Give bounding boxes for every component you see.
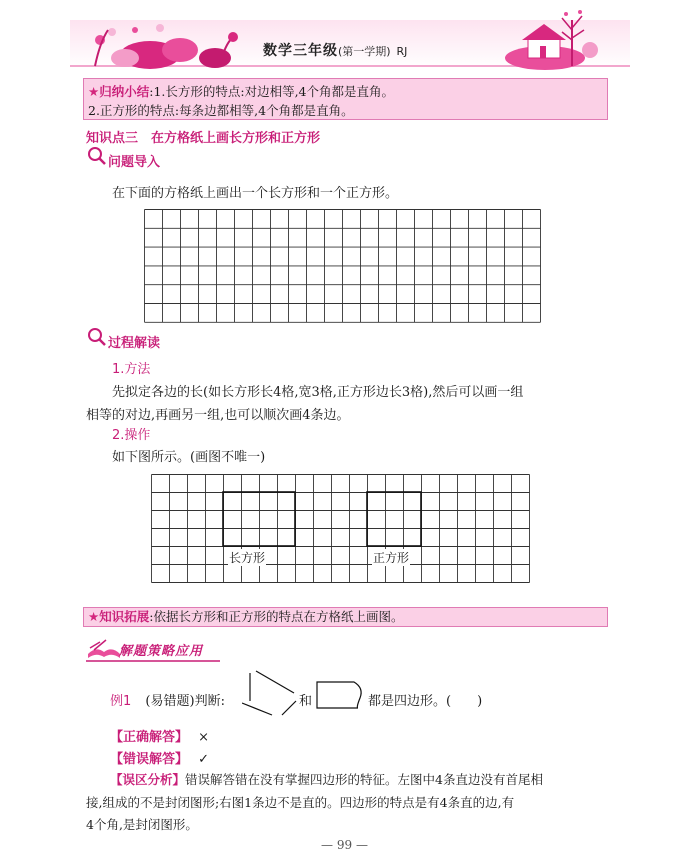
page-header (0, 0, 689, 78)
summary-line-1 (88, 82, 394, 100)
intro-heading: 问题导入 (108, 155, 161, 170)
analysis-label: 【误区分析】 (110, 772, 186, 787)
magnifier-icon (86, 146, 108, 166)
method-text-line-1: 先拟定各边的长(如长方形长4格,宽3格,正方形边长3格),然后可以画一组 (112, 385, 524, 400)
wrong-answer-value: ✓ (198, 752, 210, 767)
extension-box (83, 607, 608, 627)
page-number: — 99 — (321, 838, 368, 852)
wrong-answer-line (110, 748, 209, 767)
summary-box (83, 78, 608, 120)
book-term: (第一学期) (338, 45, 391, 58)
process-heading: 过程解读 (108, 336, 161, 351)
example-and: 和 (299, 694, 313, 709)
drawn-grid-paper (151, 474, 532, 585)
wrong-answer-label: 【错误解答】 (110, 752, 189, 767)
strategy-underline (86, 659, 220, 663)
drawn-rectangle (223, 492, 295, 546)
operation-text: 如下图所示。(画图不唯一) (112, 450, 266, 465)
book-title (263, 40, 407, 60)
extension-label: 知识拓展 (99, 609, 150, 624)
method-text-line-2: 相等的对边,再画另一组,也可以顺次画4条边。 (86, 408, 350, 423)
analysis-text-1: 错误解答错在没有掌握四边形的特征。左图中4条直边没有首尾相 (185, 772, 543, 787)
example-line (110, 690, 225, 709)
curved-shape-figure (314, 678, 368, 712)
correct-answer-line (110, 726, 209, 745)
drawn-square (367, 492, 421, 546)
analysis-line-2: 接,组成的不是封闭图形;右图1条边不是直的。四边形的特点是有4条直的边,有 (86, 795, 515, 810)
extension-text: :依据长方形和正方形的特点在方格纸上画图。 (149, 609, 404, 624)
star-icon: ★ (88, 84, 100, 99)
star-icon: ★ (88, 609, 100, 624)
method-heading: 1.方法 (112, 362, 151, 377)
rectangle-label: 长方形 (229, 551, 266, 565)
example-label: 例1 (110, 694, 132, 709)
header-decoration (0, 0, 689, 78)
book-edition: RJ (396, 45, 408, 58)
analysis-line-1 (110, 770, 543, 788)
summary-text-1: :1.长方形的特点:对边相等,4个角都是直角。 (149, 84, 395, 99)
knowledge-point-title: 知识点三 在方格纸上画长方形和正方形 (86, 131, 321, 146)
open-shape-figure (242, 667, 298, 719)
operation-heading: 2.操作 (112, 428, 151, 443)
example-tail: 都是四边形。( ) (368, 694, 483, 709)
summary-line-2: 2.正方形的特点:每条边都相等,4个角都是直角。 (88, 103, 354, 118)
summary-label: 归纳小结 (99, 84, 150, 99)
empty-grid-paper (144, 209, 541, 324)
strategy-heading: 解题策略应用 (119, 644, 204, 659)
correct-answer-label: 【正确解答】 (110, 730, 189, 745)
square-label: 正方形 (373, 551, 410, 565)
book-title-main: 数学三年级 (263, 43, 338, 59)
example-tag: (易错题)判断: (145, 694, 225, 709)
analysis-line-3: 4个角,是封闭图形。 (86, 817, 198, 832)
correct-answer-value: × (198, 730, 210, 745)
intro-text: 在下面的方格纸上画出一个长方形和一个正方形。 (112, 186, 399, 201)
magnifier-icon (86, 327, 108, 347)
